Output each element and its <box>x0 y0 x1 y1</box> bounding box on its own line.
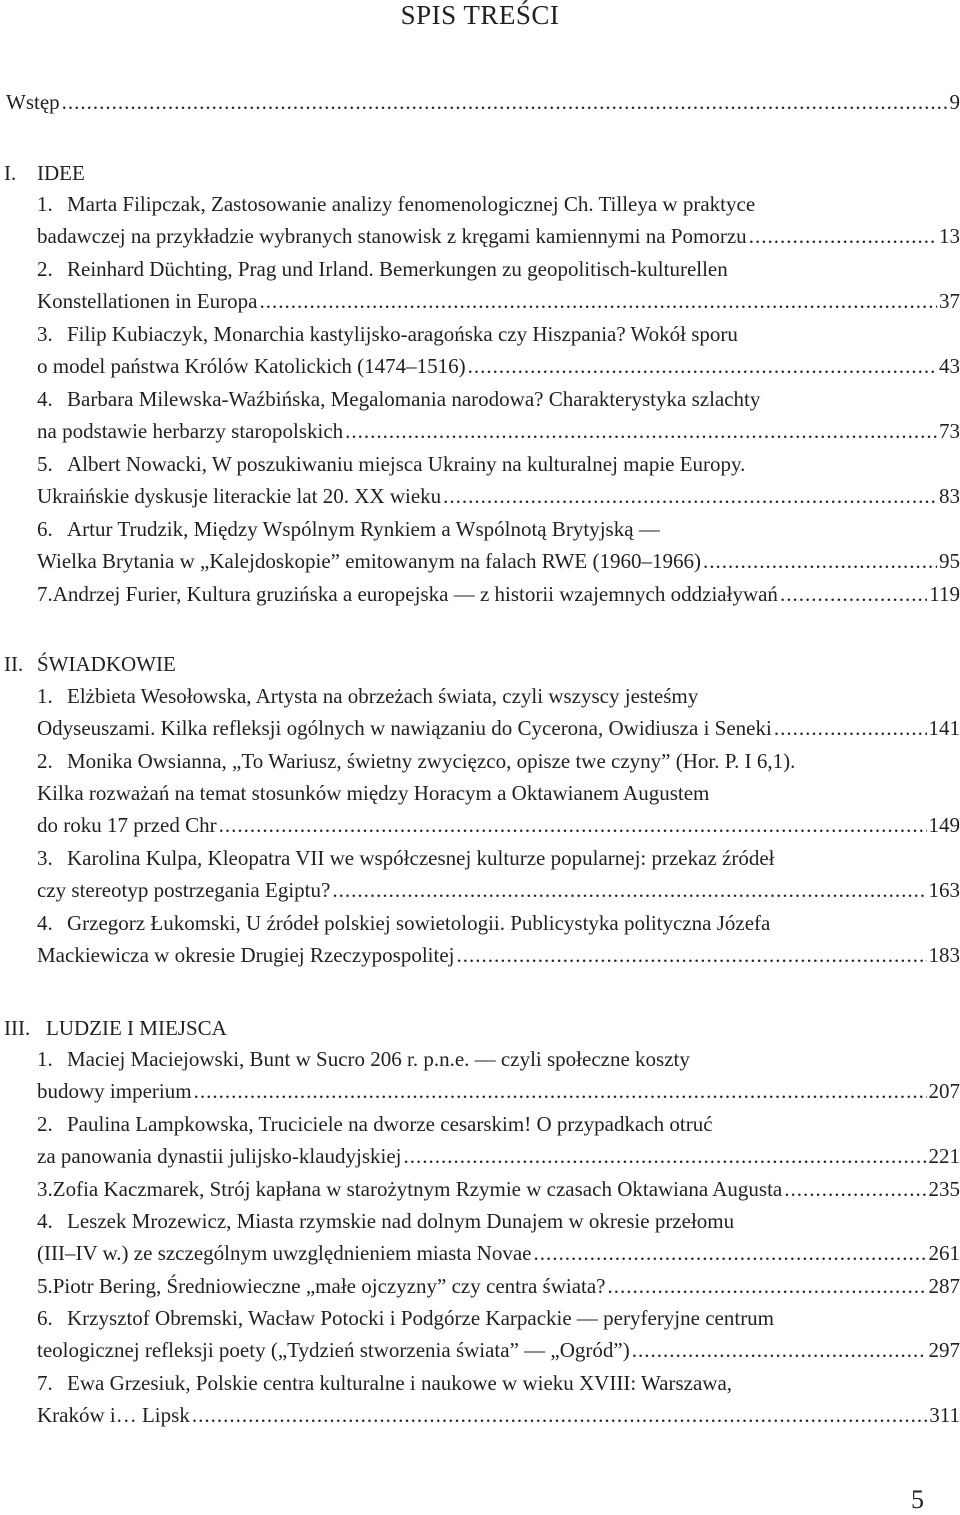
toc-entry-text: czy stereotyp postrzegania Egiptu? <box>37 878 331 902</box>
toc-entry-text: Grzegorz Łukomski, U źródeł polskiej sowietologii. Publicystyka polityczna Józefa <box>67 911 771 935</box>
page-number: 5 <box>911 1485 924 1514</box>
toc-entry-line[interactable] <box>37 513 960 545</box>
dot-leader <box>703 545 937 577</box>
section-title: IDEE <box>37 161 85 185</box>
toc-entry-line[interactable] <box>37 680 960 712</box>
section-title: ŚWIADKOWIE <box>37 652 176 676</box>
toc-entry[interactable] <box>37 874 960 906</box>
toc-entry-text: Monika Owsianna, „To Wariusz, świetny zwycięzco, opisze twe czyny” (Hor. P. I 6,1). <box>67 749 796 773</box>
toc-entry-text: budowy imperium <box>37 1079 192 1103</box>
toc-entry-line[interactable] <box>37 1205 960 1237</box>
section-roman-numeral: I. <box>4 161 17 185</box>
toc-entry-line[interactable] <box>37 777 960 809</box>
toc-entry-text: Andrzej Furier, Kultura gruzińska a europejska — z historii wzajemnych oddziaływań <box>52 582 778 606</box>
toc-entry-number: 5. <box>37 1274 53 1298</box>
dot-leader <box>404 1140 927 1172</box>
dot-leader <box>533 1237 926 1269</box>
toc-entry-text: do roku 17 przed Chr <box>37 813 217 837</box>
toc-entry[interactable] <box>37 350 960 382</box>
toc-entry-text: Mackiewicza w okresie Drugiej Rzeczypospolitej <box>37 943 455 967</box>
dot-leader <box>774 712 927 744</box>
section-heading <box>4 157 85 189</box>
toc-entry[interactable] <box>37 578 960 610</box>
toc-entry-page: 13 <box>939 224 960 248</box>
toc-entry-text: na podstawie herbarzy staropolskich <box>37 419 344 443</box>
toc-entry-text: Ewa Grzesiuk, Polskie centra kulturalne i naukowe w wieku XVIII: Warszawa, <box>67 1371 733 1395</box>
toc-entry[interactable] <box>37 545 960 577</box>
toc-entry-text: Piotr Bering, Średniowieczne „małe ojczyzny” czy centra świata? <box>52 1274 606 1298</box>
toc-entry-number: 5. <box>37 452 53 476</box>
toc-entry-text: Artur Trudzik, Między Wspólnym Rynkiem a Wspólnotą Brytyjską — <box>67 517 660 541</box>
toc-entry-page: 119 <box>929 582 960 606</box>
toc-entry-text: Odyseuszami. Kilka refleksji ogólnych w nawiązaniu do Cycerona, Owidiusza i Seneki <box>37 716 772 740</box>
toc-entry-page: 141 <box>928 716 960 740</box>
toc-entry-page: 73 <box>939 419 960 443</box>
dot-leader <box>219 809 927 841</box>
toc-entry-text: Filip Kubiaczyk, Monarchia kastylijsko-aragońska czy Hiszpania? Wokół sporu <box>67 322 738 346</box>
dot-leader <box>443 480 937 512</box>
toc-entry-text: Kilka rozważań na temat stosunków między Horacym a Oktawianem Augustem <box>37 781 710 805</box>
toc-entry-text: Zofia Kaczmarek, Strój kapłana w starożytnym Rzymie w czasach Oktawiana Augusta <box>52 1177 783 1201</box>
toc-entry-line[interactable] <box>37 1043 960 1075</box>
toc-entry-text: Kraków i… Lipsk <box>37 1403 190 1427</box>
toc-entry-page: 207 <box>928 1079 960 1103</box>
toc-entry-text: (III–IV w.) ze szczególnym uwzględnieniem miasta Novae <box>37 1241 532 1265</box>
toc-entry[interactable] <box>37 415 960 447</box>
toc-entry-page: 297 <box>928 1338 960 1362</box>
toc-entry-page: 95 <box>939 549 960 573</box>
toc-entry-page: 183 <box>928 943 960 967</box>
toc-entry[interactable] <box>37 712 960 744</box>
toc-entry-page: 235 <box>928 1177 960 1201</box>
dot-leader <box>457 939 927 971</box>
toc-entry-page: 37 <box>939 289 960 313</box>
toc-entry-text: teologicznej refleksji poety („Tydzień stworzenia świata” — „Ogród”) <box>37 1338 630 1362</box>
toc-entry-number: 2. <box>37 1112 53 1136</box>
toc-entry[interactable] <box>37 1075 960 1107</box>
toc-entry-page: 287 <box>928 1274 960 1298</box>
dot-leader <box>749 220 937 252</box>
toc-entry-number: 3. <box>37 846 53 870</box>
dot-leader <box>192 1399 927 1431</box>
dot-leader <box>259 285 937 317</box>
section-roman-numeral: II. <box>4 652 24 676</box>
dot-leader <box>784 1173 926 1205</box>
toc-entry-text: Elżbieta Wesołowska, Artysta na obrzeżach świata, czyli wszyscy jesteśmy <box>67 684 699 708</box>
toc-entry-text: Wielka Brytania w „Kalejdoskopie” emitowanym na falach RWE (1960–1966) <box>37 549 701 573</box>
toc-entry-text: Reinhard Düchting, Prag und Irland. Bemerkungen zu geopolitisch-kulturellen <box>67 257 728 281</box>
toc-entry-line[interactable] <box>37 318 960 350</box>
toc-entry-number: 3. <box>37 1177 53 1201</box>
toc-entry-number: 1. <box>37 1047 53 1071</box>
toc-entry-text: za panowania dynastii julijsko-klaudyjskiej <box>37 1144 402 1168</box>
toc-entry-number: 2. <box>37 257 53 281</box>
toc-entry-text: Konstellationen in Europa <box>37 289 258 313</box>
toc-entry-number: 1. <box>37 192 53 216</box>
toc-entry-page: 83 <box>939 484 960 508</box>
section-title: LUDZIE I MIEJSCA <box>46 1016 227 1040</box>
dot-leader <box>332 874 926 906</box>
toc-entry[interactable] <box>37 1334 960 1366</box>
toc-entry-number: 7. <box>37 582 53 606</box>
toc-entry-number: 4. <box>37 1209 53 1233</box>
toc-entry[interactable] <box>37 220 960 252</box>
section-roman-numeral: III. <box>4 1016 31 1040</box>
toc-entry[interactable] <box>37 480 960 512</box>
toc-entry-text: Marta Filipczak, Zastosowanie analizy fenomenologicznej Ch. Tilleya w praktyce <box>67 192 756 216</box>
section-heading <box>4 1012 227 1044</box>
toc-entry-line[interactable] <box>37 745 960 777</box>
section-heading <box>4 648 176 680</box>
toc-entry[interactable] <box>37 1270 960 1302</box>
toc-entry[interactable] <box>37 939 960 971</box>
toc-entry-intro[interactable] <box>6 86 960 118</box>
toc-entry-page: 261 <box>928 1241 960 1265</box>
toc-entry-text: Wstęp <box>6 90 60 114</box>
toc-entry-page: 163 <box>928 878 960 902</box>
toc-entry-line[interactable] <box>37 907 960 939</box>
toc-entry-number: 3. <box>37 322 53 346</box>
toc-entry-line[interactable] <box>37 1302 960 1334</box>
dot-leader <box>62 86 948 118</box>
toc-entry-text: Karolina Kulpa, Kleopatra VII we współczesnej kulturze popularnej: przekaz źródeł <box>67 846 775 870</box>
toc-entry-text: o model państwa Królów Katolickich (1474–1516) <box>37 354 466 378</box>
toc-entry-text: Paulina Lampkowska, Truciciele na dworze cesarskim! O przypadkach otruć <box>67 1112 713 1136</box>
toc-entry[interactable] <box>37 285 960 317</box>
dot-leader <box>780 578 927 610</box>
toc-entry-number: 1. <box>37 684 53 708</box>
toc-entry-line[interactable] <box>37 188 960 220</box>
toc-entry-number: 4. <box>37 911 53 935</box>
toc-entry-page: 9 <box>949 90 960 114</box>
toc-entry-number: 2. <box>37 749 53 773</box>
toc-entry-line[interactable] <box>37 1108 960 1140</box>
toc-entry-page: 149 <box>928 813 960 837</box>
toc-entry-text: Krzysztof Obremski, Wacław Potocki i Podgórze Karpackie — peryferyjne centrum <box>67 1306 775 1330</box>
toc-entry[interactable] <box>37 809 960 841</box>
toc-entry-text: Ukraińskie dyskusje literackie lat 20. XX wieku <box>37 484 442 508</box>
toc-entry-line[interactable] <box>37 383 960 415</box>
toc-entry-text: Albert Nowacki, W poszukiwaniu miejsca Ukrainy na kulturalnej mapie Europy. <box>67 452 746 476</box>
toc-entry-number: 4. <box>37 387 53 411</box>
toc-entry-text: Barbara Milewska-Waźbińska, Megalomania narodowa? Charakterystyka szlachty <box>67 387 761 411</box>
toc-entry-line[interactable] <box>37 253 960 285</box>
toc-entry-text: Maciej Maciejowski, Bunt w Sucro 206 r. p.n.e. — czyli społeczne koszty <box>67 1047 690 1071</box>
toc-entry-number: 7. <box>37 1371 53 1395</box>
toc-entry-page: 311 <box>929 1403 960 1427</box>
toc-entry[interactable] <box>37 1399 960 1431</box>
page-title: SPIS TREŚCI <box>400 0 560 30</box>
toc-entry-text: badawczej na przykładzie wybranych stanowisk z kręgami kamiennymi na Pomorzu <box>37 224 747 248</box>
toc-entry[interactable] <box>37 1237 960 1269</box>
toc-entry[interactable] <box>37 1140 960 1172</box>
toc-entry-number: 6. <box>37 1306 53 1330</box>
dot-leader <box>345 415 937 447</box>
dot-leader <box>608 1270 927 1302</box>
toc-entry-line[interactable] <box>37 448 960 480</box>
dot-leader <box>632 1334 927 1366</box>
toc-entry-line[interactable] <box>37 1367 960 1399</box>
toc-entry-number: 6. <box>37 517 53 541</box>
dot-leader <box>468 350 937 382</box>
toc-entry-page: 43 <box>939 354 960 378</box>
toc-entry-line[interactable] <box>37 842 960 874</box>
toc-entry-page: 221 <box>928 1144 960 1168</box>
toc-entry[interactable] <box>37 1173 960 1205</box>
toc-entry-text: Leszek Mrozewicz, Miasta rzymskie nad dolnym Dunajem w okresie przełomu <box>67 1209 735 1233</box>
dot-leader <box>194 1075 927 1107</box>
